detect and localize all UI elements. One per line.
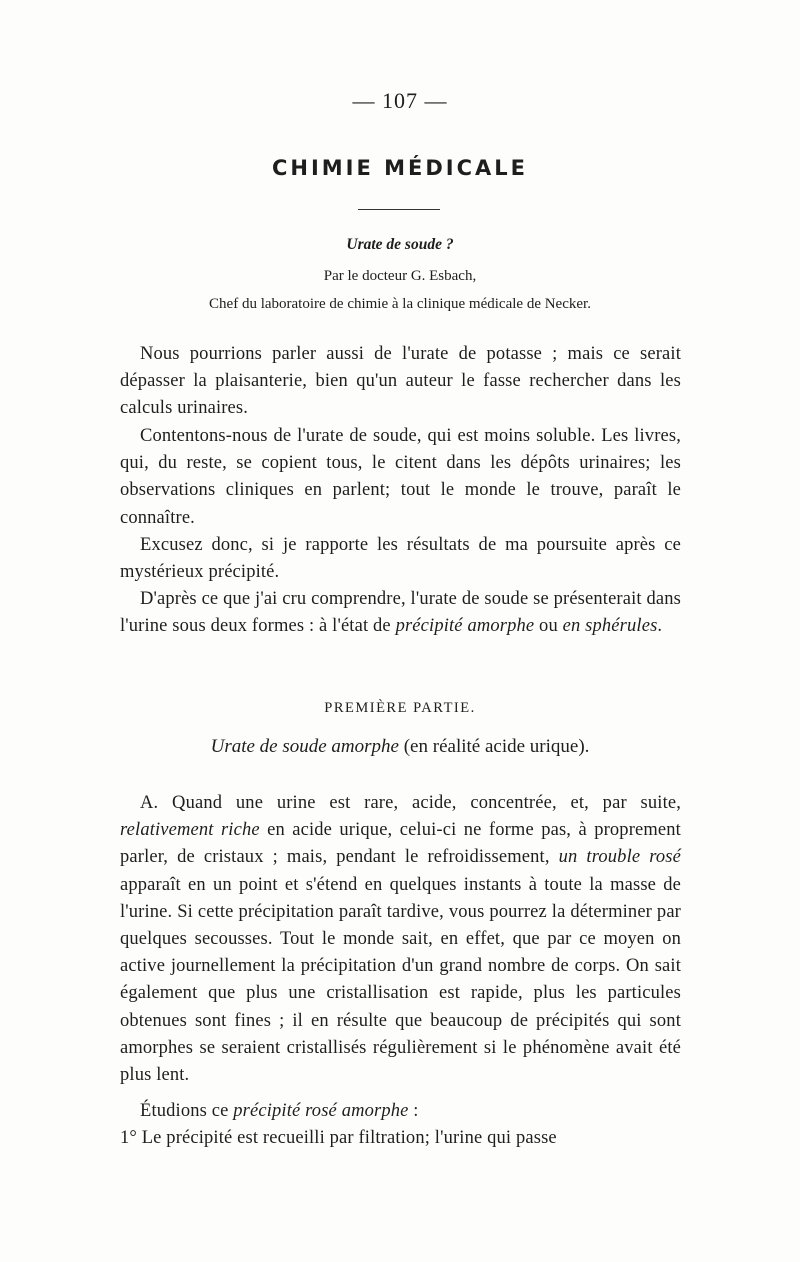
intro-paragraph-4-text-start: D'après ce que j'ai cru comprendre, l'urate de soude se présenterait dans l'urine sous deux formes : à l'état de (120, 589, 681, 637)
etudions-text-1: Étudions ce (140, 1101, 234, 1121)
step-1-paragraph: 1° Le précipité est recueilli par filtration; l'urine qui passe (120, 1128, 557, 1148)
intro-paragraph-3: Excusez donc, si je rapporte les résultats de ma poursuite après ce mystérieux précipité. (120, 535, 681, 583)
author-affiliation: Chef du laboratoire de chimie à la clinique médicale de Necker. (209, 296, 591, 312)
part-heading: PREMIÈRE PARTIE. (324, 700, 476, 716)
section-a-paragraph (120, 790, 681, 1089)
emphasis-relativement-riche: relativement riche (120, 820, 260, 841)
section-a-text-2: en acide urique, celui-ci ne forme pas, à proprement parler, de cristaux ; mais, pendant le refroidissement, (120, 820, 681, 868)
emphasis-en-spherules: en sphérules (562, 616, 658, 637)
emphasis-precipite-amorphe: précipité amorphe (395, 616, 535, 637)
section-a-text-3: apparaît en un point et s'étend en quelques instants à toute la masse de l'urine. Si cette précipitation paraît tardive, vous pourrez la déterminer par quelques secousses. Tout le monde sait, en effet, que par ce moyen on active journellement la précipitation d'un grand nombre de corps. On sait également que plus une cristallisation est rapide, plus les particules obtenues sont fines ; il en résulte que beaucoup de précipités qui sont amorphes se seraient cristallisés régulièrement si le phénomène avait été plus lent. (120, 874, 681, 1086)
intro-paragraph-2: Contentons-nous de l'urate de soude, qui est moins soluble. Les livres, qui, du reste, se copient tous, le citent dans les dépôts urinaires; les observations cliniques en parlent; tout le monde le trouve, paraît le connaître. (120, 426, 681, 528)
intro-paragraph-4-text-mid: ou (534, 616, 563, 637)
etudions-paragraph (120, 1098, 681, 1125)
intro-paragraph-4 (120, 586, 681, 640)
part-subtitle-rest: (en réalité acide urique). (398, 736, 590, 757)
emphasis-un-trouble-rose: un trouble rosé (558, 847, 681, 868)
intro-paragraph-1: Nous pourrions parler aussi de l'urate de potasse ; mais ce serait dépasser la plaisanterie, bien qu'un auteur le fasse rechercher dans les calculs urinaires. (120, 344, 681, 419)
author-byline: Par le docteur G. Esbach, (323, 268, 477, 284)
page-number: — 107 — (352, 88, 448, 113)
part-subtitle (0, 736, 800, 758)
article-title: Urate de soude ? (346, 236, 454, 253)
intro-paragraph-4-text-end: . (657, 616, 663, 637)
emphasis-precipite-rose-amorphe: précipité rosé amorphe (233, 1101, 409, 1121)
part-subtitle-emphasis: Urate de soude amorphe (210, 736, 399, 757)
section-a-text-1: A. Quand une urine est rare, acide, concentrée, et, par suite, (140, 793, 681, 813)
title-divider (358, 209, 440, 210)
section-title: CHIMIE MÉDICALE (271, 156, 529, 180)
etudions-text-2: : (408, 1101, 419, 1121)
